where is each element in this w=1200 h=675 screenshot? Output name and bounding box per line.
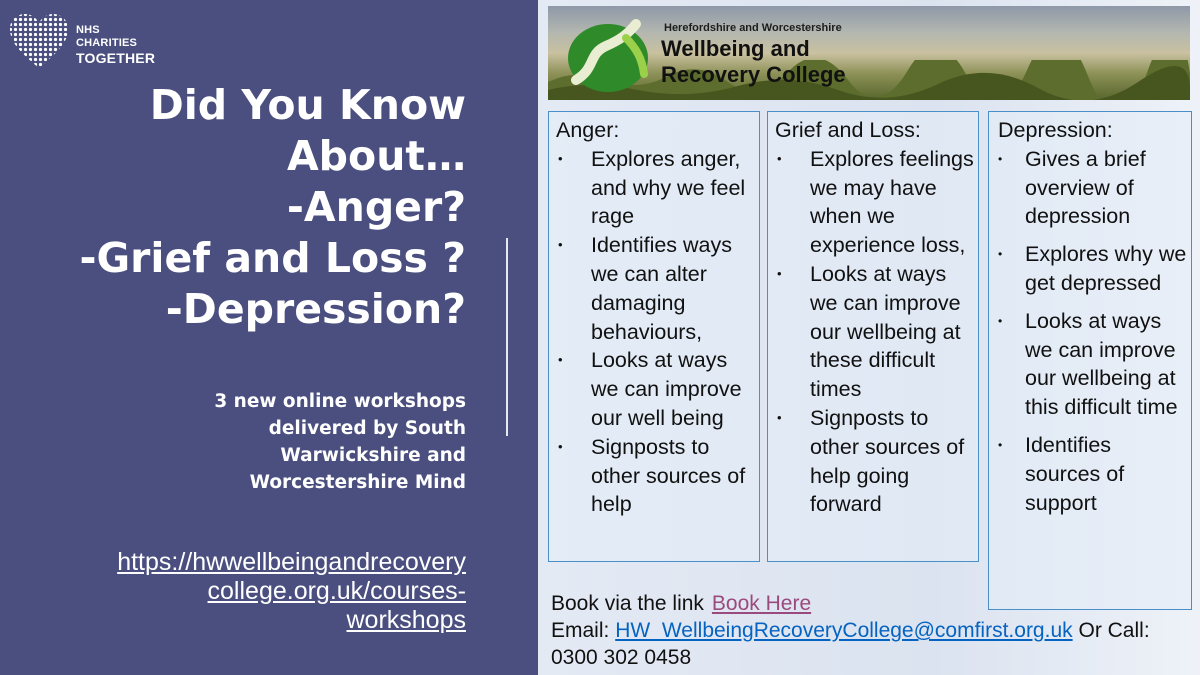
description-line: 3 new online workshops bbox=[214, 391, 466, 412]
list-item bbox=[989, 240, 1191, 298]
bullet-icon: • bbox=[558, 438, 563, 454]
description-line: Worcestershire Mind bbox=[249, 472, 466, 493]
logo-line-nhs: NHS bbox=[76, 24, 100, 36]
website-link[interactable] bbox=[46, 548, 466, 635]
item-text: Signposts to other sources of help bbox=[591, 434, 746, 517]
box-title: Anger: bbox=[556, 118, 620, 142]
list-item bbox=[768, 260, 978, 404]
headline-line: -Depression? bbox=[165, 285, 466, 333]
bullet-list bbox=[989, 145, 1191, 518]
list-item bbox=[989, 431, 1191, 517]
bullet-icon: • bbox=[998, 437, 1003, 452]
description-line: Warwickshire and bbox=[280, 445, 466, 466]
banner-region-text: Herefordshire and Worcestershire bbox=[664, 22, 842, 34]
left-panel bbox=[0, 0, 538, 675]
headline-line: -Grief and Loss ? bbox=[79, 234, 466, 282]
book-here-link[interactable]: Book Here bbox=[711, 592, 812, 615]
bullet-icon: • bbox=[558, 150, 563, 166]
book-text: Book via the link bbox=[551, 592, 704, 615]
item-text: Identifies ways we can alter damaging behaviours, bbox=[591, 233, 733, 344]
nhs-charities-logo bbox=[8, 12, 178, 72]
bullet-icon: • bbox=[558, 352, 563, 368]
logo-line-charities: CHARITIES bbox=[76, 37, 138, 49]
contact-footer bbox=[551, 590, 1150, 671]
heart-dots-icon bbox=[8, 12, 70, 70]
email-line bbox=[551, 617, 1150, 644]
email-label: Email: bbox=[551, 619, 610, 642]
list-item bbox=[549, 231, 759, 346]
headline-line: Did You Know bbox=[149, 81, 466, 129]
headline bbox=[26, 80, 466, 335]
item-text: Explores feelings we may have when we experience loss, bbox=[810, 146, 974, 258]
bullet-icon: • bbox=[998, 151, 1003, 166]
vertical-divider bbox=[506, 238, 508, 436]
depression-workshop-box bbox=[988, 111, 1192, 610]
list-item bbox=[549, 346, 759, 432]
bullet-list bbox=[549, 145, 759, 519]
call-label: Or Call: bbox=[1078, 619, 1150, 642]
item-text: Explores why we get depressed bbox=[1025, 242, 1187, 295]
list-item bbox=[549, 145, 759, 231]
banner-title-line: Recovery College bbox=[661, 62, 846, 87]
phone-number: 0300 302 0458 bbox=[551, 646, 692, 669]
url-line[interactable]: college.org.uk/courses- bbox=[207, 577, 466, 605]
bullet-list bbox=[768, 145, 978, 519]
banner-title-line: Wellbeing and bbox=[661, 36, 810, 61]
item-text: Identifies sources of support bbox=[1025, 432, 1125, 515]
email-link[interactable]: HW_WellbeingRecoveryCollege@comfirst.org.uk bbox=[615, 619, 1073, 642]
workshop-description bbox=[136, 388, 466, 496]
description-line: delivered by South bbox=[268, 418, 466, 439]
logo-line-together: TOGETHER bbox=[76, 50, 156, 66]
item-text: Explores anger, and why we feel rage bbox=[591, 146, 746, 229]
booking-line bbox=[551, 590, 1150, 617]
bullet-icon: • bbox=[777, 409, 782, 425]
anger-workshop-box bbox=[548, 111, 760, 562]
item-text: Gives a brief overview of depression bbox=[1025, 146, 1146, 229]
headline-line: About… bbox=[286, 132, 466, 180]
bullet-icon: • bbox=[998, 247, 1003, 262]
bullet-icon: • bbox=[998, 313, 1003, 328]
bullet-icon: • bbox=[777, 150, 782, 166]
list-item bbox=[549, 433, 759, 519]
box-title: Grief and Loss: bbox=[775, 118, 921, 142]
college-banner bbox=[548, 6, 1190, 100]
bullet-icon: • bbox=[558, 237, 563, 253]
winding-path-logo-icon bbox=[566, 18, 650, 94]
list-item bbox=[768, 145, 978, 260]
banner-title bbox=[661, 36, 846, 88]
bullet-icon: • bbox=[777, 265, 782, 281]
url-line[interactable]: https://hwwellbeingandrecovery bbox=[117, 548, 466, 576]
box-title: Depression: bbox=[998, 118, 1113, 142]
list-item bbox=[989, 307, 1191, 422]
item-text: Looks at ways we can improve our wellbeing at this difficult time bbox=[1025, 308, 1178, 420]
item-text: Looks at ways we can improve our wellbeing at these difficult times bbox=[810, 261, 961, 402]
headline-line: -Anger? bbox=[286, 183, 466, 231]
grief-loss-workshop-box bbox=[767, 111, 979, 562]
logo-text bbox=[76, 24, 155, 66]
list-item bbox=[768, 404, 978, 519]
item-text: Signposts to other sources of help going forward bbox=[810, 405, 965, 517]
item-text: Looks at ways we can improve our well being bbox=[591, 348, 742, 430]
list-item bbox=[989, 145, 1191, 231]
url-line[interactable]: workshops bbox=[346, 606, 466, 634]
